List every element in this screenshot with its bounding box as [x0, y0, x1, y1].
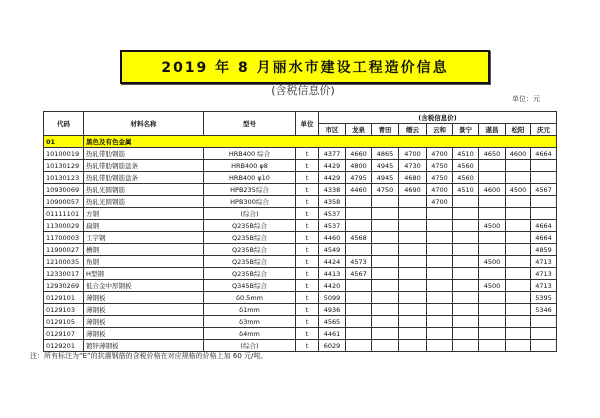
cell-price: [453, 196, 479, 208]
cell-price: 4500: [479, 220, 506, 232]
cell-price: [372, 208, 399, 220]
cell-price: [479, 208, 506, 220]
cell-model: Q235B综合: [204, 244, 296, 256]
table-row: [44, 196, 557, 208]
cell-code: 10930069: [44, 184, 84, 196]
cell-price: 4358: [319, 196, 346, 208]
cell-price: [346, 328, 372, 340]
cell-price: [531, 160, 557, 172]
cell-price: 4750: [372, 184, 399, 196]
cell-price: [372, 292, 399, 304]
cell-price: [506, 232, 531, 244]
table-row: [44, 256, 557, 268]
cell-unit: t: [296, 268, 319, 280]
table-row: [44, 208, 557, 220]
cell-price: 4865: [372, 148, 399, 160]
table-row: [44, 316, 557, 328]
header-district: 云和: [427, 124, 453, 136]
cell-unit: t: [296, 256, 319, 268]
cell-price: 4664: [531, 220, 557, 232]
table-row: [44, 220, 557, 232]
cell-price: [346, 220, 372, 232]
cell-price: [479, 304, 506, 316]
cell-price: [453, 316, 479, 328]
cell-code: 0129105: [44, 316, 84, 328]
cell-price: 4713: [531, 268, 557, 280]
cell-price: 4700: [427, 196, 453, 208]
cell-price: [479, 328, 506, 340]
cell-unit: t: [296, 184, 319, 196]
cell-price: 5395: [531, 292, 557, 304]
cell-model: HRB400 φ8: [204, 160, 296, 172]
cell-code: 10100019: [44, 148, 84, 160]
cell-price: 4377: [319, 148, 346, 160]
cell-price: 4567: [346, 268, 372, 280]
cell-price: [506, 340, 531, 352]
cell-price: [399, 316, 427, 328]
section-code: 01: [44, 136, 84, 148]
cell-model: Q235B综合: [204, 268, 296, 280]
cell-model: Q235B综合: [204, 256, 296, 268]
cell-code: 10130123: [44, 172, 84, 184]
cell-price: 5099: [319, 292, 346, 304]
table-row: [44, 148, 557, 160]
header-district: 青田: [372, 124, 399, 136]
cell-price: [453, 208, 479, 220]
cell-unit: t: [296, 196, 319, 208]
cell-unit: t: [296, 340, 319, 352]
cell-price: [506, 328, 531, 340]
cell-price: [346, 244, 372, 256]
cell-price: 4945: [372, 160, 399, 172]
cell-price: [372, 256, 399, 268]
cell-price: [399, 208, 427, 220]
cell-price: [346, 292, 372, 304]
cell-code: 0129107: [44, 328, 84, 340]
cell-price: [479, 232, 506, 244]
cell-price: [427, 244, 453, 256]
cell-price: [479, 244, 506, 256]
cell-code: 0129103: [44, 304, 84, 316]
cell-code: 12330017: [44, 268, 84, 280]
cell-price: [531, 196, 557, 208]
cell-price: [372, 304, 399, 316]
cell-price: 4420: [319, 280, 346, 292]
cell-price: [453, 268, 479, 280]
cell-price: [399, 196, 427, 208]
cell-name: 镀锌薄钢板: [84, 340, 204, 352]
document-title: 2019 年 8 月丽水市建设工程造价信息: [120, 50, 490, 84]
cell-price: [372, 340, 399, 352]
cell-name: 方钢: [84, 208, 204, 220]
cell-price: [372, 244, 399, 256]
cell-price: [453, 340, 479, 352]
cell-price: 4700: [427, 148, 453, 160]
cell-price: [479, 172, 506, 184]
cell-price: 4750: [427, 160, 453, 172]
cell-price: [453, 292, 479, 304]
document-subtitle: (含税信息价): [271, 84, 335, 97]
cell-price: 4713: [531, 280, 557, 292]
cell-name: 热轧光圆钢筋: [84, 184, 204, 196]
cell-price: [531, 340, 557, 352]
table-row: [44, 172, 557, 184]
cell-price: [399, 244, 427, 256]
cell-price: [399, 232, 427, 244]
table-row: [44, 244, 557, 256]
header-district: 松阳: [506, 124, 531, 136]
cell-price: 4500: [506, 184, 531, 196]
cell-price: 4664: [531, 148, 557, 160]
table-row: [44, 280, 557, 292]
cell-price: [399, 256, 427, 268]
cell-code: 11300029: [44, 220, 84, 232]
cell-unit: t: [296, 232, 319, 244]
cell-price: 4700: [427, 184, 453, 196]
cell-price: [427, 340, 453, 352]
cell-price: [427, 208, 453, 220]
cell-code: 11700003: [44, 232, 84, 244]
header-district: 龙泉: [346, 124, 372, 136]
cell-unit: t: [296, 280, 319, 292]
header-model: 型号: [204, 112, 296, 136]
cell-price: 4500: [479, 256, 506, 268]
cell-model: δ4mm: [204, 328, 296, 340]
cell-model: HRB400 综合: [204, 148, 296, 160]
cell-price: 4573: [346, 256, 372, 268]
cell-name: 热轧光圆钢筋: [84, 196, 204, 208]
header-district: 市区: [319, 124, 346, 136]
cell-price: 4429: [319, 172, 346, 184]
cell-price: [427, 316, 453, 328]
cell-price: [479, 268, 506, 280]
cell-price: [372, 280, 399, 292]
cell-price: [427, 232, 453, 244]
table-row: [44, 292, 557, 304]
table-row: [44, 340, 557, 352]
cell-price: 4510: [453, 184, 479, 196]
cell-price: [346, 196, 372, 208]
cell-price: 4936: [319, 304, 346, 316]
cell-code: 0129201: [44, 340, 84, 352]
cell-model: δ0.5mm: [204, 292, 296, 304]
cell-price: [372, 316, 399, 328]
cell-price: 4510: [453, 148, 479, 160]
cell-price: 4660: [346, 148, 372, 160]
cell-price: [506, 208, 531, 220]
cell-name: 薄钢板: [84, 328, 204, 340]
section-row: [44, 136, 557, 148]
cell-price: 4700: [399, 148, 427, 160]
table-row: [44, 328, 557, 340]
cell-model: Q235B综合: [204, 220, 296, 232]
cell-price: [531, 172, 557, 184]
cell-name: 薄钢板: [84, 316, 204, 328]
cell-unit: t: [296, 160, 319, 172]
cell-price: [531, 208, 557, 220]
table-row: [44, 232, 557, 244]
cell-price: 6029: [319, 340, 346, 352]
cell-price: 4568: [346, 232, 372, 244]
cell-code: 01111101: [44, 208, 84, 220]
cell-price: [346, 304, 372, 316]
cell-price: 4713: [531, 256, 557, 268]
cell-price: 4795: [346, 172, 372, 184]
cell-model: Q345B综合: [204, 280, 296, 292]
cell-price: [399, 328, 427, 340]
cell-price: 4600: [506, 148, 531, 160]
cell-name: 槽钢: [84, 244, 204, 256]
cell-name: 热轧带肋钢筋盘条: [84, 160, 204, 172]
footnote: 注：所有标注为“E”的抗震钢筋的含税价格在对应规格的价格上加 60 元/吨。: [30, 352, 268, 360]
cell-price: 4537: [319, 220, 346, 232]
cell-price: [479, 316, 506, 328]
cell-price: [506, 256, 531, 268]
cell-price: [346, 316, 372, 328]
cell-price: [506, 292, 531, 304]
cell-unit: t: [296, 328, 319, 340]
header-name: 材料名称: [84, 112, 204, 136]
cell-price: 4680: [399, 172, 427, 184]
cell-name: 热轧带肋钢筋盘条: [84, 172, 204, 184]
cell-price: 4664: [531, 232, 557, 244]
cell-price: [453, 232, 479, 244]
cell-price: 4460: [346, 184, 372, 196]
cell-code: 10900057: [44, 196, 84, 208]
header-district: 缙云: [399, 124, 427, 136]
header-unit: 单位: [296, 112, 319, 136]
cell-name: 工字钢: [84, 232, 204, 244]
cell-unit: t: [296, 148, 319, 160]
cell-price: [531, 316, 557, 328]
header-code: 代码: [44, 112, 84, 136]
cell-name: 角钢: [84, 256, 204, 268]
cell-unit: t: [296, 244, 319, 256]
cell-price: 4424: [319, 256, 346, 268]
cell-price: 4560: [453, 160, 479, 172]
header-district: 景宁: [453, 124, 479, 136]
header-district: 庆元: [531, 124, 557, 136]
table-row: [44, 304, 557, 316]
cell-price: [506, 196, 531, 208]
cell-model: δ3mm: [204, 316, 296, 328]
cell-model: (综合): [204, 340, 296, 352]
cell-price: 4730: [399, 160, 427, 172]
cell-price: [506, 244, 531, 256]
cell-price: [399, 340, 427, 352]
table-row: [44, 160, 557, 172]
cell-price: 4461: [319, 328, 346, 340]
cell-price: 5346: [531, 304, 557, 316]
cell-price: [427, 280, 453, 292]
cell-name: 热轧带肋钢筋: [84, 148, 204, 160]
header-district: 遂昌: [479, 124, 506, 136]
cell-name: 扁钢: [84, 220, 204, 232]
cell-name: 低合金中厚钢板: [84, 280, 204, 292]
cell-price: [399, 304, 427, 316]
cell-model: HPB235综合: [204, 184, 296, 196]
cell-price: [453, 304, 479, 316]
cell-price: [453, 244, 479, 256]
cell-price: 4690: [399, 184, 427, 196]
cell-price: [506, 220, 531, 232]
cell-model: (综合): [204, 208, 296, 220]
unit-note: 单位：元: [512, 95, 540, 103]
header-price-group: (含税信息价): [319, 112, 557, 124]
cell-price: [479, 160, 506, 172]
cell-name: 薄钢板: [84, 304, 204, 316]
cell-price: 4567: [531, 184, 557, 196]
cell-price: [531, 328, 557, 340]
table-row: [44, 184, 557, 196]
cell-price: [506, 280, 531, 292]
cell-price: [506, 160, 531, 172]
cell-price: 4650: [479, 148, 506, 160]
cell-price: [506, 268, 531, 280]
cell-price: 4800: [346, 160, 372, 172]
section-name: 黑色及有色金属: [84, 136, 557, 148]
cell-price: [399, 220, 427, 232]
cell-price: [506, 304, 531, 316]
cell-price: [346, 280, 372, 292]
cell-price: [399, 292, 427, 304]
cell-price: 4945: [372, 172, 399, 184]
cell-price: [453, 256, 479, 268]
cell-price: [399, 280, 427, 292]
cell-price: 4549: [319, 244, 346, 256]
cell-price: 4750: [427, 172, 453, 184]
cell-price: [479, 196, 506, 208]
cell-price: [453, 328, 479, 340]
cell-price: [427, 268, 453, 280]
cell-unit: t: [296, 220, 319, 232]
cell-price: [372, 328, 399, 340]
cell-code: 10130129: [44, 160, 84, 172]
cell-unit: t: [296, 208, 319, 220]
cell-model: HRB400 φ10: [204, 172, 296, 184]
cell-price: [453, 220, 479, 232]
cell-unit: t: [296, 304, 319, 316]
cell-price: 4413: [319, 268, 346, 280]
cell-model: Q235B综合: [204, 232, 296, 244]
cell-price: [399, 268, 427, 280]
cell-unit: t: [296, 292, 319, 304]
cell-price: [427, 292, 453, 304]
cell-price: [427, 256, 453, 268]
cell-code: 12930269: [44, 280, 84, 292]
cell-price: [346, 208, 372, 220]
cell-price: [372, 220, 399, 232]
cell-model: HPB300综合: [204, 196, 296, 208]
cell-price: [427, 304, 453, 316]
cell-price: [453, 280, 479, 292]
cell-unit: t: [296, 172, 319, 184]
cell-price: 4500: [479, 280, 506, 292]
cell-price: 4565: [319, 316, 346, 328]
price-table: [43, 111, 557, 352]
cell-price: 4560: [453, 172, 479, 184]
cell-price: [506, 172, 531, 184]
cell-price: 4460: [319, 232, 346, 244]
cell-name: H型钢: [84, 268, 204, 280]
cell-model: δ1mm: [204, 304, 296, 316]
cell-price: 4429: [319, 160, 346, 172]
cell-price: [372, 196, 399, 208]
cell-code: 12100035: [44, 256, 84, 268]
cell-price: [427, 328, 453, 340]
cell-price: [372, 232, 399, 244]
cell-code: 0129101: [44, 292, 84, 304]
cell-price: [479, 292, 506, 304]
cell-name: 薄钢板: [84, 292, 204, 304]
cell-price: [479, 340, 506, 352]
cell-price: [506, 316, 531, 328]
cell-code: 11900027: [44, 244, 84, 256]
cell-price: 4537: [319, 208, 346, 220]
cell-price: 4338: [319, 184, 346, 196]
table-row: [44, 268, 557, 280]
cell-price: [346, 340, 372, 352]
cell-price: 4859: [531, 244, 557, 256]
cell-price: [372, 268, 399, 280]
cell-price: 4600: [479, 184, 506, 196]
cell-price: [427, 220, 453, 232]
cell-unit: t: [296, 316, 319, 328]
